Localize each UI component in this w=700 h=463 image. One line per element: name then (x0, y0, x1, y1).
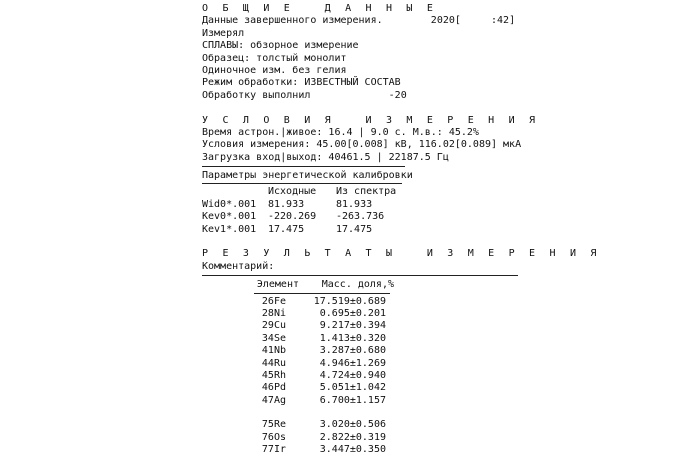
col-mass-header: Масс. доля,% (321, 279, 394, 291)
mass-fraction: 2.822±0.319 (319, 431, 386, 443)
conditions-heading: У С Л О В И Я И З М Е Р Е Н И Я (202, 114, 540, 126)
calibration-row (202, 224, 602, 236)
param-name: Wid0*.001 (202, 198, 257, 210)
result-row (202, 308, 602, 320)
element-symbol: 47Ag (261, 394, 286, 406)
results-divider (202, 275, 518, 276)
mass-fraction: 3.020±0.506 (319, 419, 386, 431)
conditions-line: Условия измерения: 45.00[0.008] кВ, 116.02[0.089] мкА (202, 139, 522, 151)
alloys-line: СПЛАВЫ: обзорное измерение (202, 40, 359, 52)
results-header-underline (254, 293, 390, 294)
calibration-row (202, 199, 602, 211)
measurement-report (202, 3, 602, 456)
processed-by-label: Обработку выполнил (202, 89, 311, 101)
processed-value: -20 (388, 89, 407, 101)
element-symbol: 45Rh (261, 369, 286, 381)
element-symbol: 76Os (261, 431, 286, 443)
load-line: Загрузка вход|выход: 40461.5 | 22187.5 Гц (202, 151, 449, 163)
element-symbol: 28Ni (261, 307, 286, 319)
mass-fraction: 3.287±0.680 (319, 345, 386, 357)
mass-fraction: 17.519±0.689 (313, 295, 386, 307)
calibration-underline (202, 183, 402, 184)
general-heading: О Б Щ И Е Д А Н Н Ы Е (202, 3, 438, 14)
mass-fraction: 4.724±0.940 (319, 369, 386, 381)
param-initial: 81.933 (268, 198, 305, 210)
result-row (202, 444, 602, 456)
result-row (202, 382, 602, 394)
comment-label: Комментарий: (202, 260, 275, 272)
mass-fraction: 3.447±0.350 (319, 443, 386, 455)
element-symbol: 29Cu (261, 320, 286, 332)
result-row (202, 419, 602, 431)
col-spectrum-header: Из спектра (336, 186, 397, 198)
element-symbol: 34Se (261, 332, 286, 344)
result-row (202, 345, 602, 357)
results-header-row (202, 279, 602, 291)
spacer (202, 102, 602, 114)
param-initial: 17.475 (268, 223, 305, 235)
sample-line: Образец: толстый монолит (202, 52, 347, 64)
result-row (202, 296, 602, 308)
measured-by: Измерял (202, 27, 245, 39)
date-time: 2020[ :42] (430, 15, 516, 27)
mass-fraction: 4.946±1.269 (319, 357, 386, 369)
calibration-row (202, 211, 602, 223)
spacer (202, 407, 602, 418)
col-element-header: Элемент (256, 279, 299, 291)
param-initial: -220.269 (268, 211, 317, 223)
col-initial-header: Исходные (268, 186, 317, 198)
element-symbol: 75Re (261, 419, 286, 431)
mass-fraction: 0.695±0.201 (319, 307, 386, 319)
calibration-title: Параметры энергетической калибровки (202, 170, 413, 182)
mass-fraction: 9.217±0.394 (319, 320, 386, 332)
param-spectrum: 81.933 (336, 198, 373, 210)
element-symbol: 44Ru (261, 357, 286, 369)
completed-label: Данные завершенного измерения. (202, 15, 383, 27)
results-group-1 (202, 296, 602, 408)
element-symbol: 77Ir (261, 443, 286, 455)
element-symbol: 46Pd (261, 382, 286, 394)
calibration-header-row (202, 186, 602, 198)
param-spectrum: 17.475 (336, 223, 373, 235)
time-line: Время астрон.|живое: 16.4 | 9.0 с. М.в.: 45.2% (202, 126, 479, 138)
mass-fraction: 6.700±1.157 (319, 394, 386, 406)
processing-mode-line: Режим обработки: ИЗВЕСТНЫЙ СОСТАВ (202, 77, 401, 89)
result-row (202, 370, 602, 382)
result-row (202, 358, 602, 370)
element-symbol: 41Nb (261, 345, 286, 357)
result-row (202, 395, 602, 407)
param-name: Kev0*.001 (202, 211, 257, 223)
divider (202, 166, 405, 167)
result-row (202, 333, 602, 345)
result-row (202, 432, 602, 444)
mass-fraction: 5.051±1.042 (319, 382, 386, 394)
processed-by-line (202, 90, 602, 102)
result-row (202, 320, 602, 332)
element-symbol: 26Fe (261, 295, 286, 307)
param-spectrum: -263.736 (336, 211, 385, 223)
results-heading: Р Е З У Л Ь Т А Т Ы И З М Е Р Е Н И Я (202, 248, 601, 260)
mass-fraction: 1.413±0.320 (319, 332, 386, 344)
mode-single-line: Одиночное изм. без гелия (202, 64, 347, 76)
completed-line (202, 15, 602, 27)
spacer (202, 236, 602, 248)
results-group-2 (202, 419, 602, 456)
param-name: Kev1*.001 (202, 223, 257, 235)
